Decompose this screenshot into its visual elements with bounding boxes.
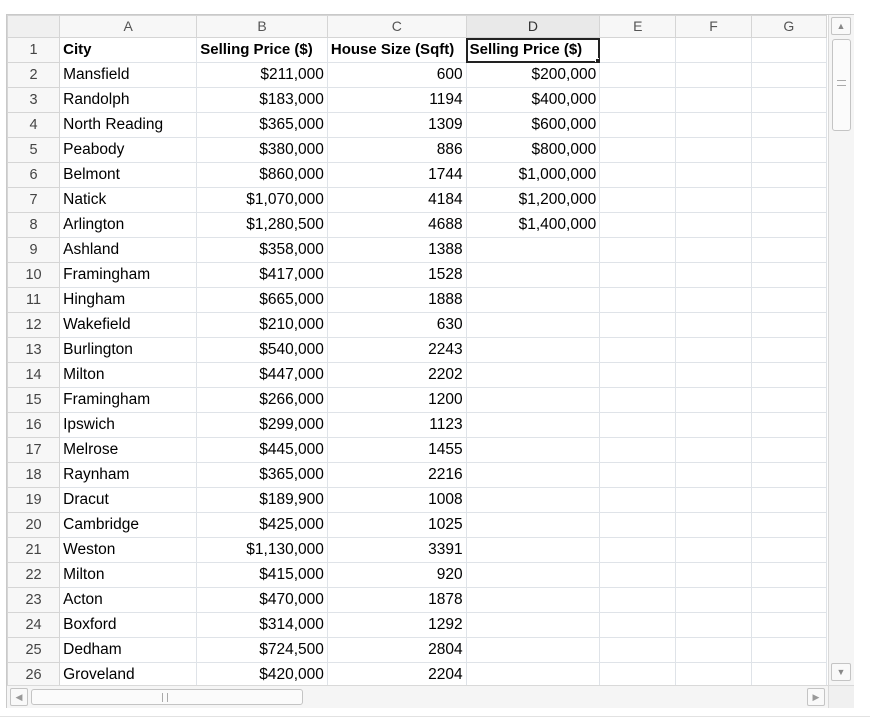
cell-f20[interactable] [676,513,751,538]
cell-g26[interactable] [751,663,826,686]
cell-e11[interactable] [600,288,676,313]
table-row [8,588,827,613]
row-header[interactable]: 8 [8,213,60,238]
vertical-scroll-thumb[interactable] [832,39,851,131]
cell-b15[interactable]: $266,000 [197,388,328,413]
table-row [8,288,827,313]
table-row [8,188,827,213]
cell-a23[interactable]: Acton [60,588,197,613]
cell-d2[interactable]: $200,000 [466,63,600,88]
column-header-b[interactable]: B [197,16,328,38]
row-header[interactable]: 5 [8,138,60,163]
table-row [8,463,827,488]
cell-f10[interactable] [676,263,751,288]
column-header-g[interactable]: G [751,16,826,38]
row-header[interactable]: 21 [8,538,60,563]
row-header[interactable]: 25 [8,638,60,663]
cell-f6[interactable] [676,163,751,188]
cell-c15[interactable]: 1200 [327,388,466,413]
horizontal-scroll-thumb[interactable] [31,689,303,705]
table-row [8,538,827,563]
table-row [8,88,827,113]
cell-g9[interactable] [751,238,826,263]
cell-b11[interactable]: $665,000 [197,288,328,313]
table-row [8,388,827,413]
cell-a9[interactable]: Ashland [60,238,197,263]
cell-a19[interactable]: Dracut [60,488,197,513]
cell-g5[interactable] [751,138,826,163]
row-header[interactable]: 4 [8,113,60,138]
cell-c24[interactable]: 1292 [327,613,466,638]
cell-c9[interactable]: 1388 [327,238,466,263]
cell-e4[interactable] [600,113,676,138]
cell-g16[interactable] [751,413,826,438]
table-row [8,63,827,88]
cell-g22[interactable] [751,563,826,588]
table-row [8,213,827,238]
cell-c13[interactable]: 2243 [327,338,466,363]
table-row [8,38,827,63]
cell-f8[interactable] [676,213,751,238]
cell-d21[interactable] [466,538,600,563]
cell-f19[interactable] [676,488,751,513]
cell-d9[interactable] [466,238,600,263]
cell-a10[interactable]: Framingham [60,263,197,288]
cell-g11[interactable] [751,288,826,313]
spreadsheet-grid [7,15,827,685]
cell-b12[interactable]: $210,000 [197,313,328,338]
cell-c25[interactable]: 2804 [327,638,466,663]
cell-g21[interactable] [751,538,826,563]
cell-d7[interactable]: $1,200,000 [466,188,600,213]
cell-e9[interactable] [600,238,676,263]
row-header[interactable]: 1 [8,38,60,63]
cell-f15[interactable] [676,388,751,413]
cell-f17[interactable] [676,438,751,463]
table-row [8,663,827,686]
table-row [8,438,827,463]
cell-f18[interactable] [676,463,751,488]
cell-f26[interactable] [676,663,751,686]
cell-g6[interactable] [751,163,826,188]
cell-b20[interactable]: $425,000 [197,513,328,538]
column-header-a[interactable]: A [60,16,197,38]
cell-e21[interactable] [600,538,676,563]
cell-g2[interactable] [751,63,826,88]
table-row [8,238,827,263]
scrollbar-corner [828,685,854,708]
cell-b2[interactable]: $211,000 [197,63,328,88]
cell-f22[interactable] [676,563,751,588]
cell-a12[interactable]: Wakefield [60,313,197,338]
cell-g23[interactable] [751,588,826,613]
cell-b26[interactable]: $420,000 [197,663,328,686]
cell-a20[interactable]: Cambridge [60,513,197,538]
cell-f24[interactable] [676,613,751,638]
cell-d10[interactable] [466,263,600,288]
cell-e13[interactable] [600,338,676,363]
cell-d20[interactable] [466,513,600,538]
cell-b22[interactable]: $415,000 [197,563,328,588]
cell-f25[interactable] [676,638,751,663]
arrow-left-icon[interactable]: ◀ [10,688,28,706]
cell-e17[interactable] [600,438,676,463]
row-header[interactable]: 15 [8,388,60,413]
cell-c2[interactable]: 600 [327,63,466,88]
cell-e7[interactable] [600,188,676,213]
cell-d24[interactable] [466,613,600,638]
cell-c7[interactable]: 4184 [327,188,466,213]
cell-a26[interactable]: Groveland [60,663,197,686]
cell-e15[interactable] [600,388,676,413]
cell-c18[interactable]: 2216 [327,463,466,488]
row-header[interactable]: 20 [8,513,60,538]
cell-b1[interactable]: Selling Price ($) [197,38,328,63]
cell-b25[interactable]: $724,500 [197,638,328,663]
cell-g10[interactable] [751,263,826,288]
cell-g14[interactable] [751,363,826,388]
cell-f2[interactable] [676,63,751,88]
cell-c26[interactable]: 2204 [327,663,466,686]
divider [0,716,870,717]
cell-g20[interactable] [751,513,826,538]
cell-d19[interactable] [466,488,600,513]
cell-f1[interactable] [676,38,751,63]
cell-d25[interactable] [466,638,600,663]
cell-f4[interactable] [676,113,751,138]
row-header[interactable]: 18 [8,463,60,488]
cell-e19[interactable] [600,488,676,513]
cell-a5[interactable]: Peabody [60,138,197,163]
cell-b19[interactable]: $189,900 [197,488,328,513]
cell-g8[interactable] [751,213,826,238]
cell-g3[interactable] [751,88,826,113]
cell-c19[interactable]: 1008 [327,488,466,513]
cell-a14[interactable]: Milton [60,363,197,388]
vertical-scrollbar[interactable] [828,15,854,685]
cell-d17[interactable] [466,438,600,463]
row-header[interactable]: 2 [8,63,60,88]
row-header[interactable]: 10 [8,263,60,288]
cell-b16[interactable]: $299,000 [197,413,328,438]
cell-a18[interactable]: Raynham [60,463,197,488]
cell-e22[interactable] [600,563,676,588]
row-header[interactable]: 17 [8,438,60,463]
cell-e8[interactable] [600,213,676,238]
cell-e16[interactable] [600,413,676,438]
cell-f14[interactable] [676,363,751,388]
cell-e1[interactable] [600,38,676,63]
cell-d18[interactable] [466,463,600,488]
cell-c14[interactable]: 2202 [327,363,466,388]
cell-d4[interactable]: $600,000 [466,113,600,138]
cell-c4[interactable]: 1309 [327,113,466,138]
cell-c23[interactable]: 1878 [327,588,466,613]
cell-d22[interactable] [466,563,600,588]
cell-a22[interactable]: Milton [60,563,197,588]
row-header[interactable]: 24 [8,613,60,638]
cell-c20[interactable]: 1025 [327,513,466,538]
column-header-e[interactable]: E [600,16,676,38]
cell-b3[interactable]: $183,000 [197,88,328,113]
row-header[interactable]: 11 [8,288,60,313]
cell-b5[interactable]: $380,000 [197,138,328,163]
cell-a15[interactable]: Framingham [60,388,197,413]
cell-a2[interactable]: Mansfield [60,63,197,88]
cell-g13[interactable] [751,338,826,363]
cell-d12[interactable] [466,313,600,338]
row-header[interactable]: 12 [8,313,60,338]
cell-d6[interactable]: $1,000,000 [466,163,600,188]
cell-f3[interactable] [676,88,751,113]
cell-e23[interactable] [600,588,676,613]
spreadsheet-window [6,14,854,708]
cell-c11[interactable]: 1888 [327,288,466,313]
column-header-f[interactable]: F [676,16,751,38]
cell-g18[interactable] [751,463,826,488]
table-row [8,163,827,188]
column-header-d[interactable]: D [466,16,600,38]
cell-g1[interactable] [751,38,826,63]
cell-g17[interactable] [751,438,826,463]
cell-c17[interactable]: 1455 [327,438,466,463]
cell-a25[interactable]: Dedham [60,638,197,663]
cell-d3[interactable]: $400,000 [466,88,600,113]
row-header[interactable]: 26 [8,663,60,686]
cell-g7[interactable] [751,188,826,213]
cell-e12[interactable] [600,313,676,338]
cell-g19[interactable] [751,488,826,513]
cell-c1[interactable]: House Size (Sqft) [327,38,466,63]
row-header[interactable]: 6 [8,163,60,188]
cell-c5[interactable]: 886 [327,138,466,163]
cell-a6[interactable]: Belmont [60,163,197,188]
table-row [8,113,827,138]
cell-d8[interactable]: $1,400,000 [466,213,600,238]
cell-b17[interactable]: $445,000 [197,438,328,463]
cell-c16[interactable]: 1123 [327,413,466,438]
table-row [8,413,827,438]
column-header-row [8,16,827,38]
cell-f12[interactable] [676,313,751,338]
arrow-up-icon[interactable]: ▲ [831,17,851,35]
cell-b13[interactable]: $540,000 [197,338,328,363]
cell-a7[interactable]: Natick [60,188,197,213]
table-row [8,513,827,538]
cell-e6[interactable] [600,163,676,188]
cell-a8[interactable]: Arlington [60,213,197,238]
arrow-right-icon[interactable]: ▶ [807,688,825,706]
cell-d23[interactable] [466,588,600,613]
table-row [8,138,827,163]
row-header[interactable]: 7 [8,188,60,213]
cell-e2[interactable] [600,63,676,88]
cell-f9[interactable] [676,238,751,263]
cell-a11[interactable]: Hingham [60,288,197,313]
cell-d5[interactable]: $800,000 [466,138,600,163]
cell-c10[interactable]: 1528 [327,263,466,288]
cell-b4[interactable]: $365,000 [197,113,328,138]
cell-g25[interactable] [751,638,826,663]
cell-d13[interactable] [466,338,600,363]
cell-a3[interactable]: Randolph [60,88,197,113]
row-header[interactable]: 9 [8,238,60,263]
table-row [8,363,827,388]
cell-b23[interactable]: $470,000 [197,588,328,613]
cell-a13[interactable]: Burlington [60,338,197,363]
table-row [8,338,827,363]
cell-a4[interactable]: North Reading [60,113,197,138]
column-header-c[interactable]: C [327,16,466,38]
cell-e10[interactable] [600,263,676,288]
cell-b7[interactable]: $1,070,000 [197,188,328,213]
cell-f11[interactable] [676,288,751,313]
select-all-corner[interactable] [8,16,60,38]
cell-c3[interactable]: 1194 [327,88,466,113]
cell-b9[interactable]: $358,000 [197,238,328,263]
cell-f16[interactable] [676,413,751,438]
row-header[interactable]: 14 [8,363,60,388]
cell-e18[interactable] [600,463,676,488]
cell-g12[interactable] [751,313,826,338]
cell-b10[interactable]: $417,000 [197,263,328,288]
cell-b18[interactable]: $365,000 [197,463,328,488]
cell-e26[interactable] [600,663,676,686]
row-header[interactable]: 22 [8,563,60,588]
cell-d1[interactable]: Selling Price ($) [466,38,600,63]
cell-f13[interactable] [676,338,751,363]
cell-a24[interactable]: Boxford [60,613,197,638]
cell-f21[interactable] [676,538,751,563]
cell-b8[interactable]: $1,280,500 [197,213,328,238]
cell-a17[interactable]: Melrose [60,438,197,463]
cell-b14[interactable]: $447,000 [197,363,328,388]
cell-d11[interactable] [466,288,600,313]
cell-d26[interactable] [466,663,600,686]
cell-c22[interactable]: 920 [327,563,466,588]
cell-e5[interactable] [600,138,676,163]
table-row [8,638,827,663]
cell-e25[interactable] [600,638,676,663]
cell-f7[interactable] [676,188,751,213]
cell-b6[interactable]: $860,000 [197,163,328,188]
row-header[interactable]: 16 [8,413,60,438]
cell-a1[interactable]: City [60,38,197,63]
cell-e14[interactable] [600,363,676,388]
cell-d16[interactable] [466,413,600,438]
cell-e20[interactable] [600,513,676,538]
cell-c8[interactable]: 4688 [327,213,466,238]
cell-c6[interactable]: 1744 [327,163,466,188]
cell-a16[interactable]: Ipswich [60,413,197,438]
cell-d15[interactable] [466,388,600,413]
cell-c12[interactable]: 630 [327,313,466,338]
cell-e3[interactable] [600,88,676,113]
cell-f23[interactable] [676,588,751,613]
table-row [8,263,827,288]
table-row [8,313,827,338]
cell-f5[interactable] [676,138,751,163]
cell-e24[interactable] [600,613,676,638]
cell-b24[interactable]: $314,000 [197,613,328,638]
cell-g24[interactable] [751,613,826,638]
row-header[interactable]: 3 [8,88,60,113]
horizontal-scrollbar[interactable] [7,685,828,708]
cell-g4[interactable] [751,113,826,138]
cell-b21[interactable]: $1,130,000 [197,538,328,563]
cell-d14[interactable] [466,363,600,388]
table-row [8,488,827,513]
cell-g15[interactable] [751,388,826,413]
table-row [8,563,827,588]
arrow-down-icon[interactable]: ▼ [831,663,851,681]
row-header[interactable]: 13 [8,338,60,363]
cell-c21[interactable]: 3391 [327,538,466,563]
row-header[interactable]: 19 [8,488,60,513]
cell-a21[interactable]: Weston [60,538,197,563]
row-header[interactable]: 23 [8,588,60,613]
table-row [8,613,827,638]
